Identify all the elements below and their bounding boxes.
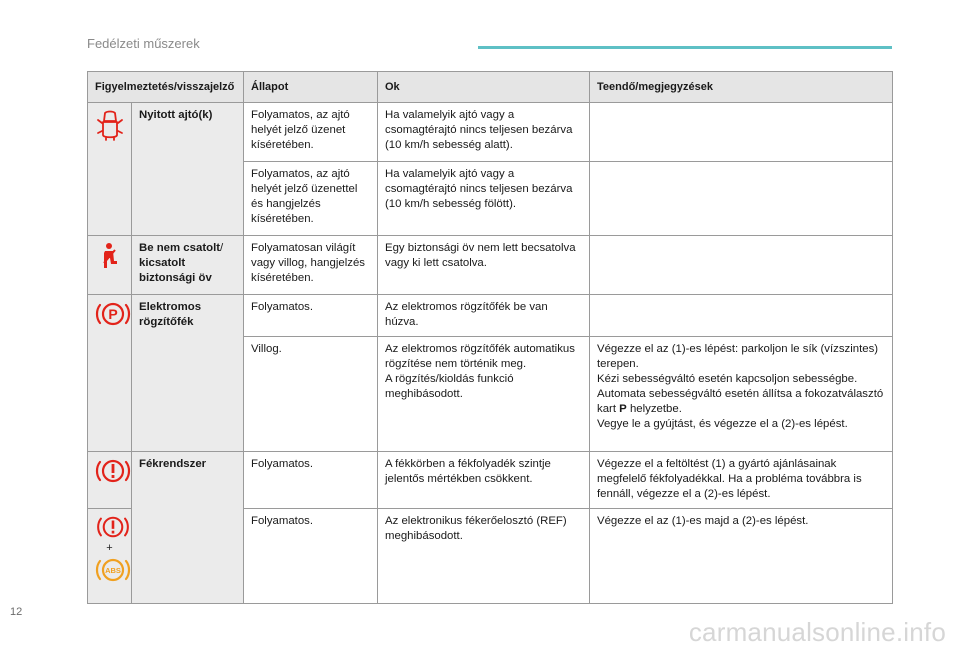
action-cell: Végezze el a feltöltést (1) a gyártó ajánlásainak megfelelő fékfolyadékkal. Ha a probléma továbbra is fennáll, végezze el a (2)-es lépést. [590, 452, 893, 509]
warning-name: Fékrendszer [132, 452, 244, 604]
cause-cell [378, 337, 590, 452]
action-cell [590, 162, 893, 236]
action-line [597, 387, 885, 417]
seatbelt-icon-cell [88, 236, 132, 295]
col-header-warning: Figyelmeztetés/visszajelző [88, 72, 244, 103]
svg-text:P: P [108, 306, 118, 322]
brake-icon-cell [88, 452, 132, 509]
door-icon-cell [88, 103, 132, 236]
table-row [88, 452, 893, 509]
action-cell [590, 103, 893, 162]
ref-icon-cell [88, 509, 132, 604]
action-cell [590, 295, 893, 337]
action-cell [590, 337, 893, 452]
state-cell: Folyamatos, az ajtó helyét jelző üzenet kíséretében. [244, 103, 378, 162]
action-line-part: helyzetbe. [629, 403, 682, 415]
cause-cell: Egy biztonsági öv nem lett becsatolva vagy ki lett csatolva. [378, 236, 590, 295]
state-cell: Villog. [244, 337, 378, 452]
warning-lights-table [87, 71, 893, 604]
parking-brake-icon [95, 300, 131, 328]
abs-icon-label: ABS [105, 566, 121, 575]
header-accent-bar [478, 46, 892, 49]
state-cell: Folyamatosan világít vagy villog, hangjelzés kíséretében. [244, 236, 378, 295]
warning-name: Elektromos rögzítőfék [132, 295, 244, 452]
table-row [88, 295, 893, 337]
icon-plus-sign: + [106, 542, 113, 554]
parking-icon-cell [88, 295, 132, 452]
action-cell: Végezze el az (1)-es majd a (2)-es lépést. [590, 509, 893, 604]
seatbelt-name-rest: kicsatolt biztonsági öv [139, 257, 212, 284]
seatbelt-name-separator: / [220, 242, 224, 254]
state-cell: Folyamatos, az ajtó helyét jelző üzenettel és hangjelzés kíséretében. [244, 162, 378, 236]
state-cell: Folyamatos. [244, 295, 378, 337]
brake-warning-icon [95, 457, 131, 485]
cause-line: A rögzítés/kioldás funkció meghibásodott. [385, 373, 514, 400]
page-number: 12 [10, 606, 23, 618]
brake-warning-icon [95, 514, 131, 540]
action-line: Végezze el az (1)-es lépést: parkoljon le sík (vízszintes) terepen. [597, 343, 879, 370]
watermark: carmanualsonline.info [688, 617, 946, 647]
cause-cell: A fékkörben a fékfolyadék szintje jelentős mértékben csökkent. [378, 452, 590, 509]
cause-line: Az elektromos rögzítőfék automatikus rögzítése nem történik meg. [385, 343, 575, 370]
cause-cell: Az elektronikus fékerőelosztó (REF) meghibásodott. [378, 509, 590, 604]
col-header-state: Állapot [244, 72, 378, 103]
table-row [88, 236, 893, 295]
cause-cell: Ha valamelyik ajtó vagy a csomagtérajtó nincs teljesen bezárva (10 km/h sebesség alatt). [378, 103, 590, 162]
cause-cell: Az elektromos rögzítőfék be van húzva. [378, 295, 590, 337]
seatbelt-name-part: Be nem csatolt [139, 242, 221, 254]
table-row [88, 103, 893, 162]
gear-position-p: P [619, 403, 627, 415]
seatbelt-icon [98, 241, 122, 271]
col-header-cause: Ok [378, 72, 590, 103]
action-line-part: Automata sebességváltó esetén állítsa a fokozatválasztó kart [597, 388, 884, 415]
cause-cell: Ha valamelyik ajtó vagy a csomagtérajtó nincs teljesen bezárva (10 km/h sebesség fölött). [378, 162, 590, 236]
action-line: Vegye le a gyújtást, és végezze el a (2)-es lépést. [597, 418, 848, 430]
action-cell [590, 236, 893, 295]
col-header-action: Teendő/megjegyzések [590, 72, 893, 103]
abs-icon [95, 556, 131, 584]
warning-name [132, 236, 244, 295]
section-title: Fedélzeti műszerek [87, 36, 200, 51]
state-cell: Folyamatos. [244, 509, 378, 604]
warning-name: Nyitott ajtó(k) [132, 103, 244, 236]
action-line: Kézi sebességváltó esetén kapcsoljon sebességbe. [597, 373, 858, 385]
state-cell: Folyamatos. [244, 452, 378, 509]
door-open-icon [95, 108, 125, 142]
table-header-row [88, 72, 893, 103]
